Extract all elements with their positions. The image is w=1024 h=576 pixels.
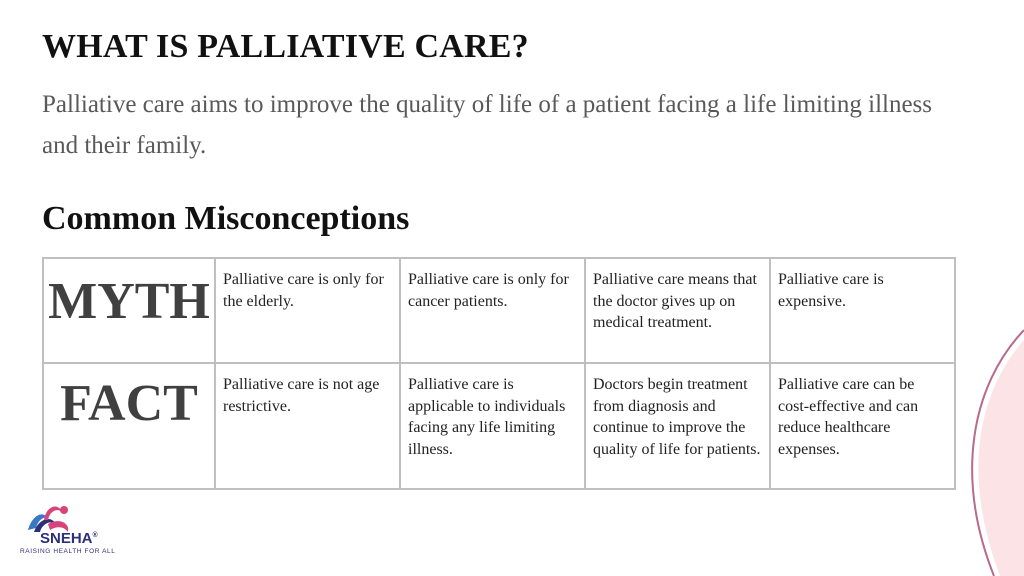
section-heading: Common Misconceptions (42, 200, 410, 237)
page-title: WHAT IS PALLIATIVE CARE? (42, 28, 529, 65)
table-row-fact (43, 363, 955, 489)
decorative-curve (960, 300, 1024, 576)
fact-cell: Palliative care is applicable to individuals facing any life limiting illness. (400, 363, 585, 489)
row-label-fact: FACT (43, 363, 215, 489)
page-subtitle: Palliative care aims to improve the quality of life of a patient facing a life limiting illness and their family. (42, 91, 933, 159)
fact-cell: Palliative care is not age restrictive. (215, 363, 400, 489)
fact-cell: Palliative care can be cost-effective and can reduce healthcare expenses. (770, 363, 955, 489)
myth-fact-table (42, 257, 956, 490)
fact-cell: Doctors begin treatment from diagnosis and continue to improve the quality of life for patients. (585, 363, 770, 489)
table-row-myth (43, 258, 955, 363)
myth-cell: Palliative care is only for cancer patients. (400, 258, 585, 363)
decorative-curve-fill (978, 340, 1024, 576)
logo-name: SNEHA® (40, 530, 98, 547)
myth-cell: Palliative care means that the doctor gives up on medical treatment. (585, 258, 770, 363)
myth-cell: Palliative care is only for the elderly. (215, 258, 400, 363)
logo-tagline: RAISING HEALTH FOR ALL (20, 548, 116, 555)
myth-cell: Palliative care is expensive. (770, 258, 955, 363)
row-label-myth: MYTH (43, 258, 215, 363)
